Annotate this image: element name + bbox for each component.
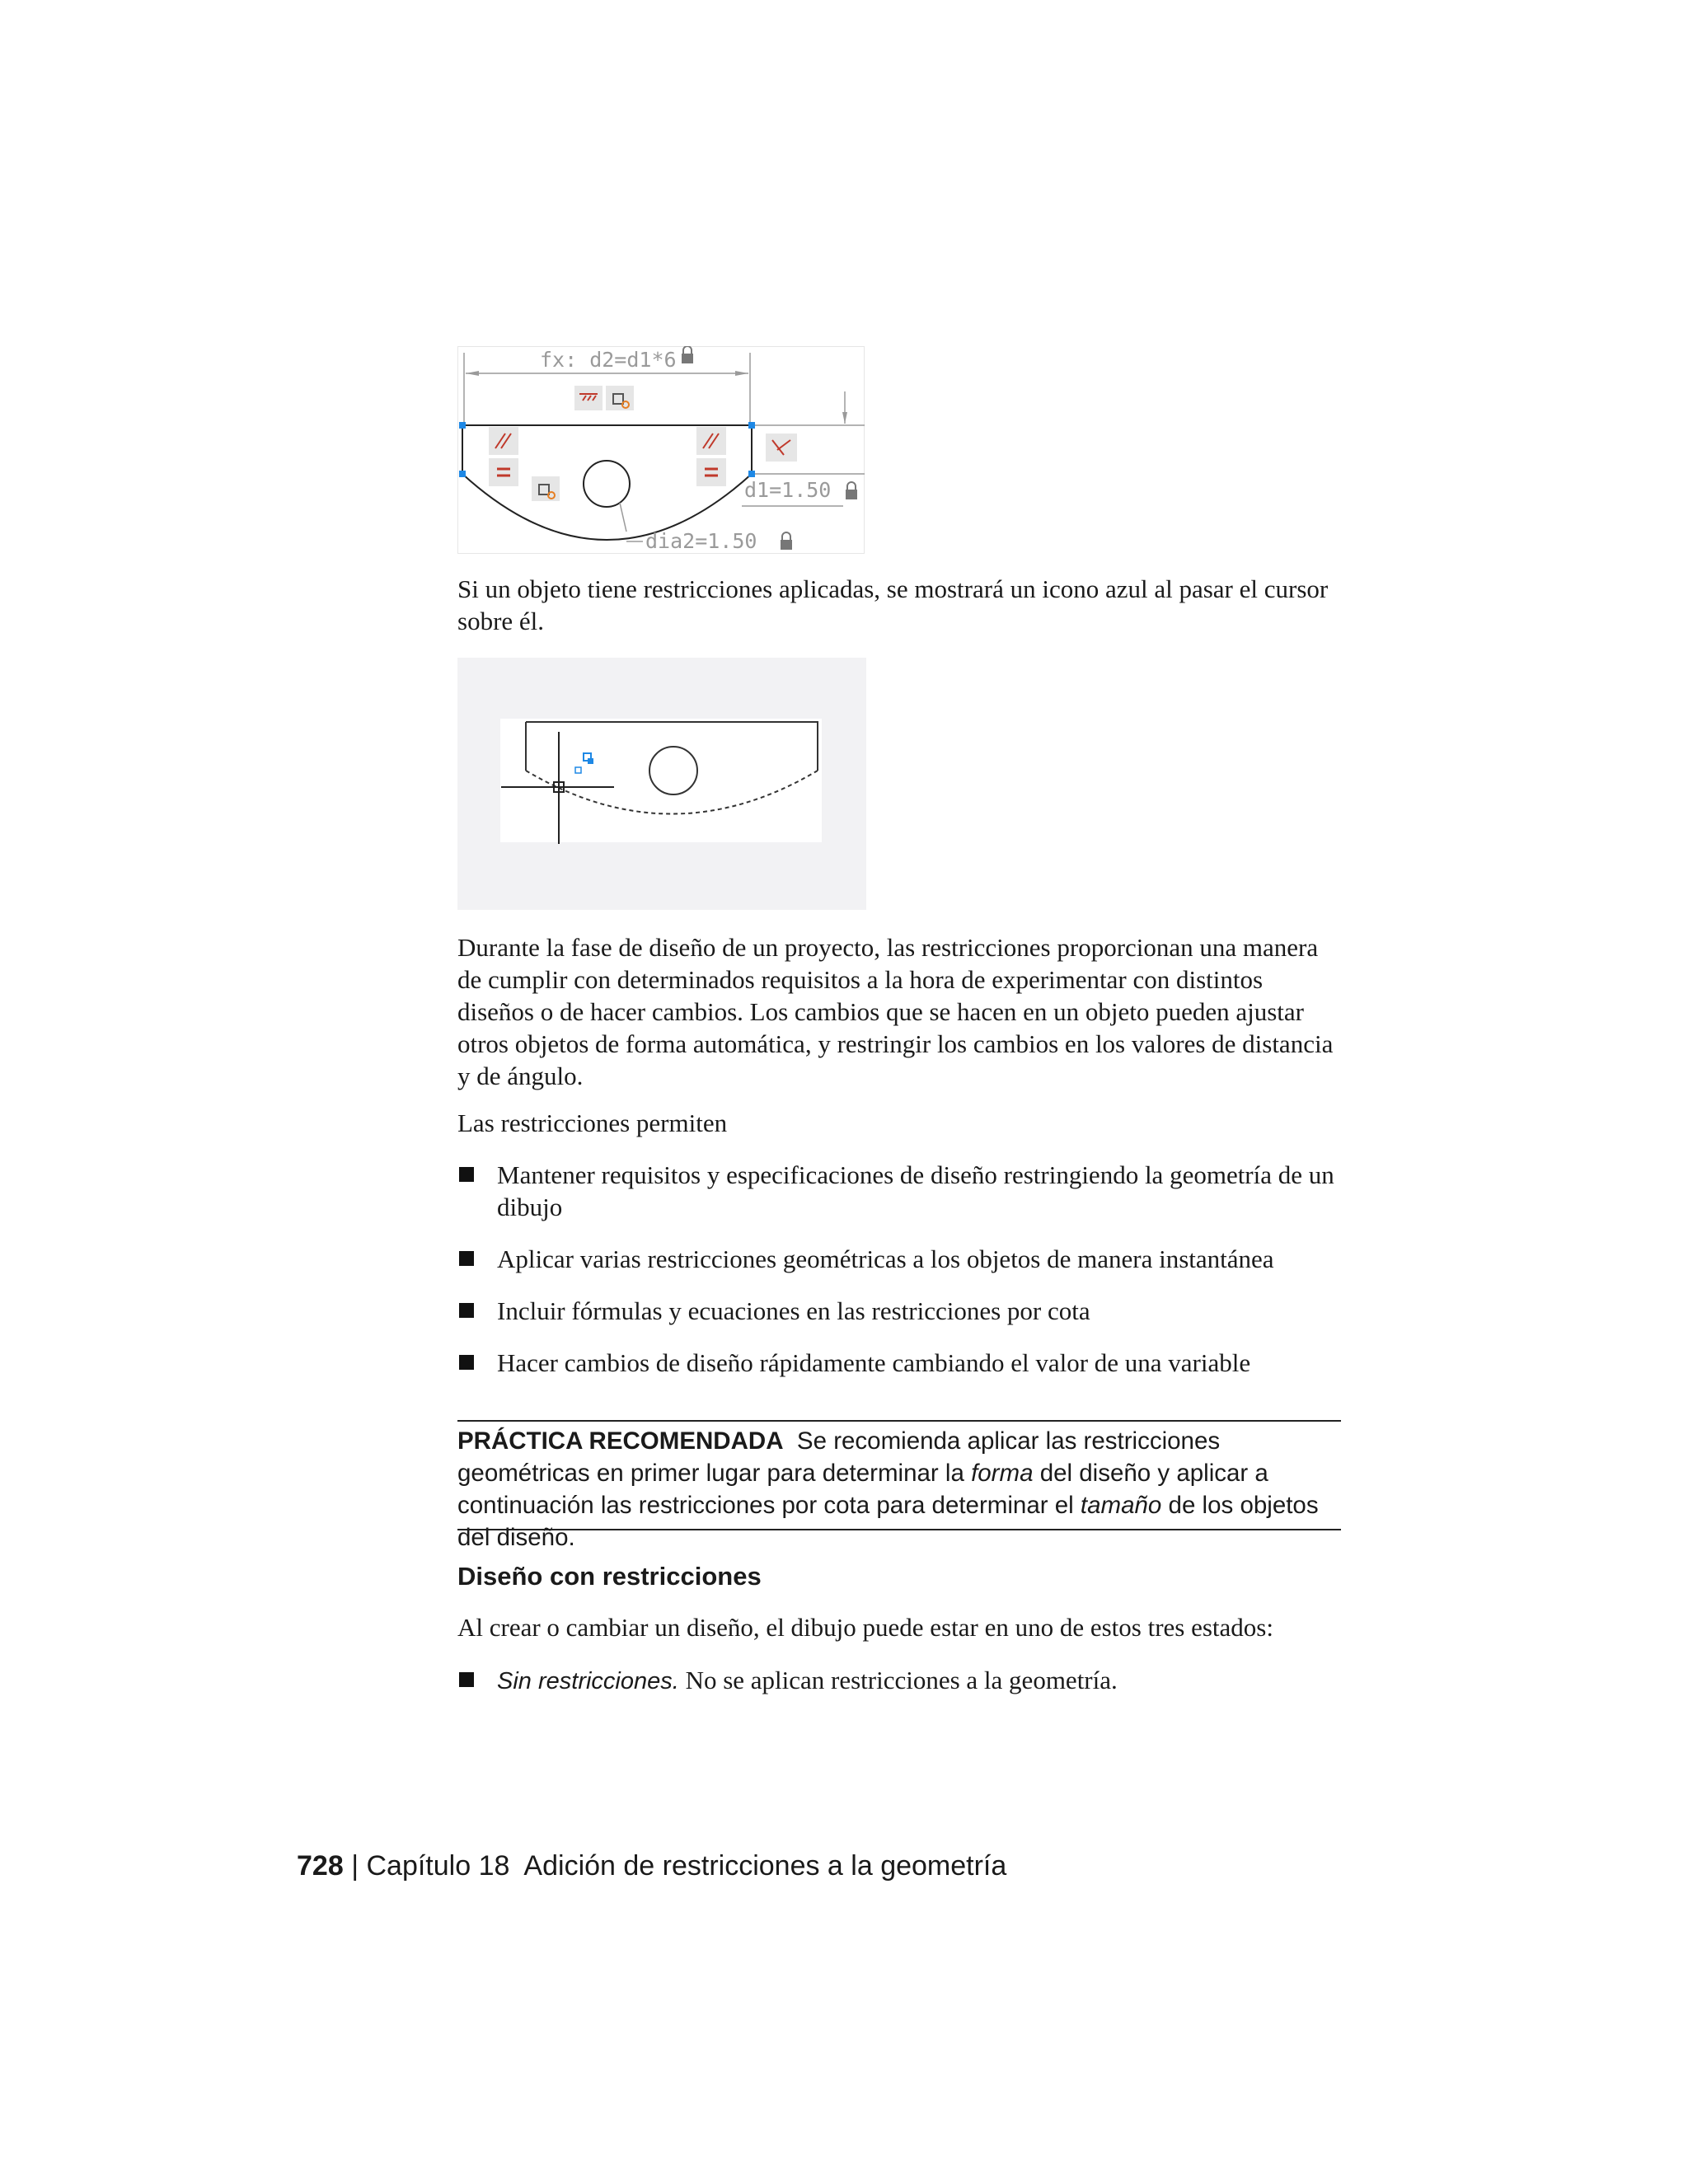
page-number: 728 — [297, 1850, 344, 1882]
dimension-dia2-label: dia2=1.50 — [645, 529, 757, 553]
paragraph-design-phase: Durante la fase de diseño de un proyecto, las restricciones proporcionan una manera de cumplir con determinados requisitos a la hora de experimentar con distintos diseños o de hacer cambios. Los cambios que se hacen en un objeto pueden ajustar otros objetos de forma automática, y restringir los cambios en los valores de distancia y de ángulo. — [457, 933, 1334, 1090]
note-label: PRÁCTICA RECOMENDADA — [457, 1427, 784, 1455]
figure-cursor-hover — [457, 658, 866, 910]
bullet-square-icon — [459, 1167, 474, 1182]
bullet-square-icon — [459, 1303, 474, 1318]
caption-constraint-icon: Si un objeto tiene restricciones aplicadas, se mostrará un icono azul al pasar el cursor sobre él. — [457, 574, 1329, 635]
equal-constraint-icon — [489, 458, 518, 486]
chapter-number: Capítulo 18 — [366, 1850, 510, 1882]
figure-constrained-geometry — [457, 346, 865, 554]
bullet-square-icon — [459, 1355, 474, 1370]
footer-separator: | — [351, 1850, 359, 1882]
list-item: Aplicar varias restricciones geométricas a los objetos de manera instantánea — [457, 1243, 1344, 1275]
list-item: Sin restricciones. No se aplican restricciones a la geometría. — [457, 1664, 1344, 1698]
perpendicular-constraint-icon — [766, 434, 797, 462]
bullet-square-icon — [459, 1251, 474, 1266]
section-title: Diseño con restricciones — [457, 1562, 762, 1591]
parallel-constraint-icon — [696, 427, 726, 455]
note-top-rule — [457, 1420, 1341, 1422]
page-footer — [297, 1850, 1006, 1882]
section-intro: Al crear o cambiar un diseño, el dibujo puede estar en uno de estos tres estados: — [457, 1613, 1273, 1642]
horizontal-constraint-icon — [574, 386, 603, 410]
equal-constraint-icon — [696, 458, 726, 486]
list-item: Mantener requisitos y especificaciones de diseño restringiendo la geometría de un dibujo — [457, 1159, 1344, 1223]
parallel-constraint-icon — [489, 427, 518, 455]
formula-dimension-label: fx: d2=d1*6 — [540, 348, 677, 372]
best-practice-note: PRÁCTICA RECOMENDADA Se recomienda aplicar las restricciones geométricas en primer lugar para determinar la forma del diseño y aplicar a continuación las restricciones por cota para determinar el tamaño de los objetos del diseño. — [457, 1427, 1319, 1551]
bullet-square-icon — [459, 1672, 474, 1687]
list-item: Hacer cambios de diseño rápidamente cambiando el valor de una variable — [457, 1347, 1344, 1379]
list-intro: Las restricciones permiten — [457, 1108, 728, 1137]
states-list — [457, 1664, 1344, 1718]
note-bottom-rule — [457, 1529, 1341, 1530]
fix-constraint-icon — [532, 476, 560, 501]
list-item: Incluir fórmulas y ecuaciones en las restricciones por cota — [457, 1295, 1344, 1327]
benefits-list — [457, 1159, 1344, 1399]
fix-constraint-icon — [606, 386, 634, 410]
dimension-d1-label: d1=1.50 — [744, 478, 832, 502]
chapter-title: Adición de restricciones a la geometría — [523, 1850, 1007, 1882]
